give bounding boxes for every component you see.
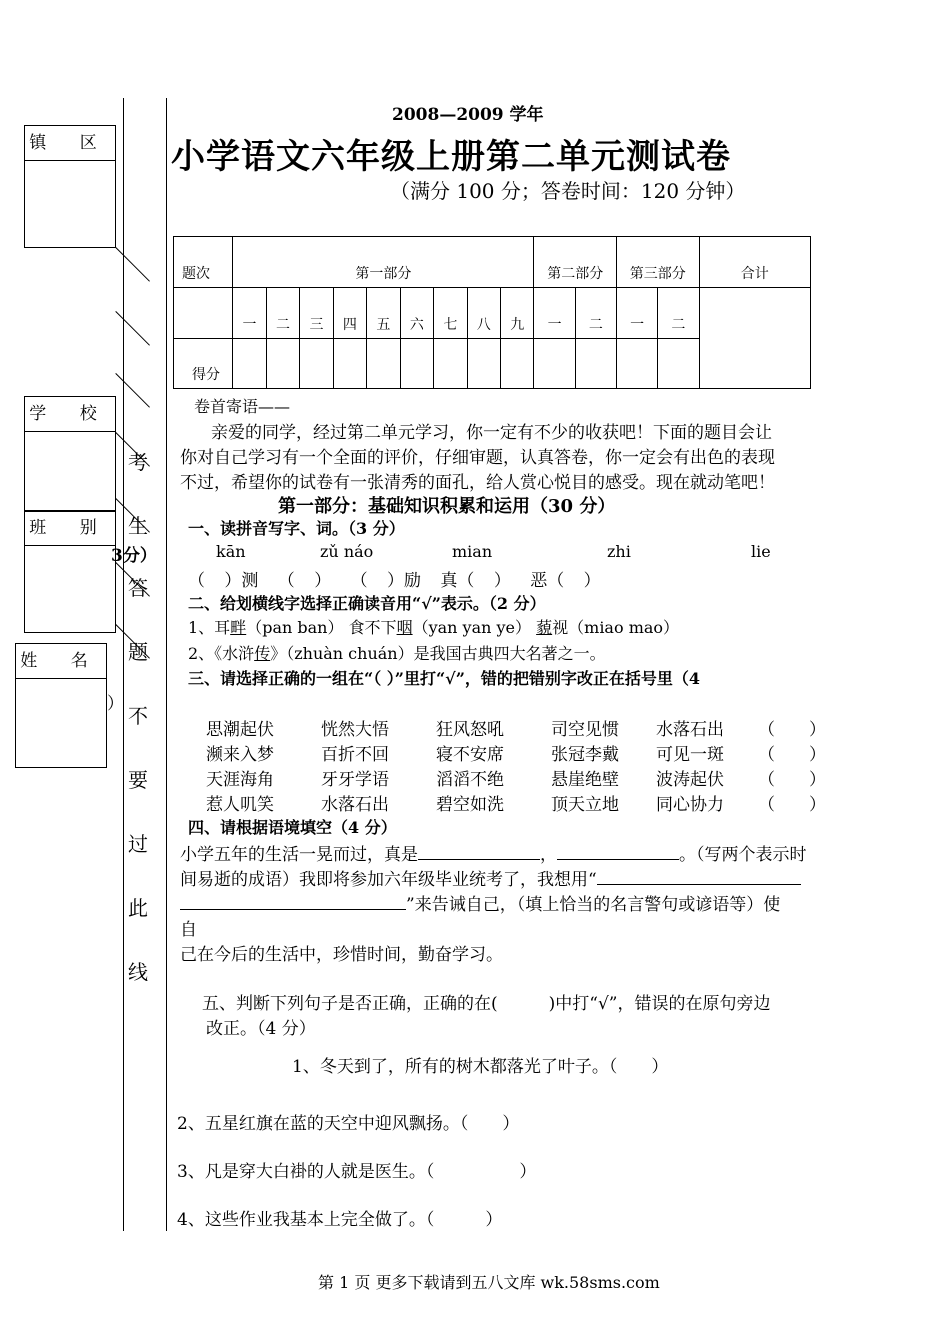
score-cell[interactable] [575, 339, 616, 389]
text: 2、《水浒 [188, 644, 255, 663]
text: （yan yan ye） [412, 618, 537, 637]
text: 视（miao mao） [552, 618, 680, 637]
q5-heading-cont: 改正。（4 分） [206, 1019, 316, 1039]
q4-line5: 己在今后的生活中，珍惜时间，勤奋学习。 [180, 945, 503, 965]
text: 。（写两个表示时 [679, 845, 807, 865]
question-num: 二 [266, 288, 299, 339]
idiom: 碧空如洗 [436, 795, 504, 815]
text: 小学五年的生活一晃而过，真是 [180, 845, 418, 865]
score-cell[interactable] [534, 339, 575, 389]
idiom: 可见一斑 [656, 745, 724, 765]
idiom: 滔滔不绝 [436, 770, 504, 790]
score-cell[interactable] [617, 339, 658, 389]
question-num: 二 [575, 288, 616, 339]
q4-line1 [180, 840, 807, 865]
part3-header: 第三部分 [617, 237, 700, 288]
margin-fragment: 3分） [111, 546, 157, 566]
q2-heading: 二、给划横线字选择正确读音用“√”表示。（2 分） [188, 594, 546, 613]
answer-bracket[interactable]: （ ） [758, 745, 826, 765]
q3-heading: 三、请选择正确的一组在“（ ）”里打“√”，错的把错别字改正在括号里（4 [188, 669, 701, 688]
score-cell[interactable] [501, 339, 534, 389]
text: 间易逝的成语）我即将参加六年级毕业统考了，我想用“ [180, 870, 597, 890]
idiom: 水落石出 [656, 720, 724, 740]
intro-line: 亲爱的同学，经过第二单元学习，你一定有不少的收获吧！下面的题目会让 [211, 423, 772, 443]
text: （pan ban） 食不下 [246, 618, 397, 637]
q5-item: 1、冬天到了，所有的树木都落光了叶子。（ ） [292, 1057, 669, 1077]
question-num: 一 [233, 288, 266, 339]
pinyin: zhi [607, 542, 631, 561]
score-row-label: 得分 [174, 339, 233, 389]
page-margin-line [166, 98, 167, 1231]
pinyin: kān [216, 542, 246, 561]
question-num: 七 [434, 288, 467, 339]
q2-line1 [188, 615, 679, 638]
score-cell[interactable] [300, 339, 333, 389]
idiom: 寝不安席 [436, 745, 504, 765]
answer-blank[interactable] [557, 841, 679, 860]
answer-blank[interactable] [418, 841, 540, 860]
question-num: 四 [333, 288, 366, 339]
q4-line4: 自 [180, 920, 197, 940]
idiom: 司空见惯 [551, 720, 619, 740]
answer-blank[interactable] [180, 891, 406, 910]
answer-bracket[interactable]: （ ） [758, 720, 826, 740]
vertical-char: 不 [128, 704, 148, 728]
q2-line2 [188, 641, 606, 664]
pinyin: mian [452, 542, 493, 561]
col-title: 题次 [174, 237, 233, 288]
class-label: 班 别 [25, 511, 115, 546]
q1-heading: 一、读拼音写字、词。（3 分） [188, 519, 405, 538]
blank-cell [174, 288, 233, 339]
score-cell[interactable] [658, 339, 699, 389]
town-box [24, 125, 116, 248]
score-cell[interactable] [434, 339, 467, 389]
intro-heading: 卷首寄语—— [194, 397, 291, 416]
diagonal-mark [115, 247, 150, 282]
question-num: 一 [617, 288, 658, 339]
idiom: 惹人叽笑 [206, 795, 274, 815]
underlined-char: 畔 [230, 618, 247, 637]
vertical-char: 过 [128, 832, 148, 856]
answer-bracket[interactable]: （ ） [758, 795, 826, 815]
q5-item: 4、这些作业我基本上完全做了。（ ） [177, 1210, 503, 1230]
vertical-char: 要 [128, 768, 148, 792]
q4-line3 [180, 890, 780, 915]
question-num: 五 [367, 288, 400, 339]
q5-item: 2、五星红旗在蓝的天空中迎风飘扬。（ ） [177, 1114, 520, 1134]
question-num: 三 [300, 288, 333, 339]
score-table [173, 236, 811, 389]
idiom: 张冠李戴 [551, 745, 619, 765]
intro-line: 不过，希望你的试卷有一张清秀的面孔，给人赏心悦目的感受。现在就动笔吧！ [180, 473, 775, 493]
score-cell[interactable] [367, 339, 400, 389]
vertical-char: 题 [128, 640, 148, 664]
idiom: 牙牙学语 [321, 770, 389, 790]
exam-subtitle: （满分 100 分；答卷时间：120 分钟） [390, 179, 746, 203]
text: 1、耳 [188, 618, 231, 637]
text: 》（zhuàn chuán）是我国古典四大名著之一。 [270, 644, 606, 663]
class-box [24, 510, 116, 633]
name-label: 姓 名 [16, 644, 106, 679]
idiom: 濒来入梦 [206, 745, 274, 765]
idiom: 思潮起伏 [206, 720, 274, 740]
vertical-char: 生 [128, 514, 148, 538]
underlined-char: 传 [254, 644, 271, 663]
text: ”来告诫自己，（填上恰当的名言警句或谚语等）使 [406, 895, 781, 915]
question-num: 六 [400, 288, 433, 339]
page-footer: 第 1 页 更多下载请到五八文库 wk.58sms.com [318, 1273, 660, 1292]
diagonal-mark [115, 373, 150, 408]
margin-fragment: ） [107, 694, 124, 714]
score-cell[interactable] [233, 339, 266, 389]
score-cell[interactable] [400, 339, 433, 389]
vertical-char: 答 [128, 576, 148, 600]
pinyin: lie [751, 542, 771, 561]
binding-line [123, 98, 124, 1231]
score-cell[interactable] [333, 339, 366, 389]
q4-heading: 四、请根据语境填空（4 分） [188, 818, 397, 837]
idiom: 百折不回 [321, 745, 389, 765]
vertical-char: 考 [128, 450, 148, 474]
question-num: 一 [534, 288, 575, 339]
score-cell[interactable] [467, 339, 500, 389]
question-num: 九 [501, 288, 534, 339]
answer-blank[interactable] [597, 866, 801, 885]
question-num: 八 [467, 288, 500, 339]
question-num: 二 [658, 288, 699, 339]
school-box [24, 396, 116, 512]
idiom: 顶天立地 [551, 795, 619, 815]
vertical-char: 线 [128, 960, 148, 984]
q1-blanks[interactable]: （ ）测 （ ） （ ）励 真（ ） 恶（ ） [188, 571, 601, 591]
part1-heading: 第一部分：基础知识积累和运用（30 分） [278, 496, 616, 517]
text: ， [540, 845, 557, 865]
part1-header: 第一部分 [233, 237, 534, 288]
school-year: 2008—2009 学年 [392, 105, 544, 125]
town-label: 镇 区 [25, 126, 115, 161]
pinyin: zǔ náo [320, 542, 374, 561]
intro-line: 你对自己学习有一个全面的评价，仔细审题，认真答卷，你一定会有出色的表现 [180, 448, 775, 468]
name-box [15, 643, 107, 768]
idiom: 悬崖绝壁 [551, 770, 619, 790]
q5-heading: 五、判断下列句子是否正确，正确的在( )中打“√”，错误的在原句旁边 [202, 994, 771, 1014]
total-score-cell[interactable] [699, 288, 810, 389]
idiom: 波涛起伏 [656, 770, 724, 790]
q4-line2 [180, 865, 801, 890]
score-cell[interactable] [266, 339, 299, 389]
part2-header: 第二部分 [534, 237, 617, 288]
total-header: 合计 [699, 237, 810, 288]
answer-bracket[interactable]: （ ） [758, 770, 826, 790]
underlined-char: 咽 [396, 618, 413, 637]
idiom: 同心协力 [656, 795, 724, 815]
q5-item: 3、凡是穿大白褂的人就是医生。（ ） [177, 1162, 537, 1182]
page-title: 小学语文六年级上册第二单元测试卷 [171, 137, 731, 177]
idiom: 水落石出 [321, 795, 389, 815]
idiom: 恍然大悟 [321, 720, 389, 740]
school-label: 学 校 [25, 397, 115, 432]
underlined-char: 藐 [536, 618, 553, 637]
diagonal-mark [115, 311, 150, 346]
idiom: 狂风怒吼 [436, 720, 504, 740]
idiom: 天涯海角 [206, 770, 274, 790]
vertical-char: 此 [128, 896, 148, 920]
